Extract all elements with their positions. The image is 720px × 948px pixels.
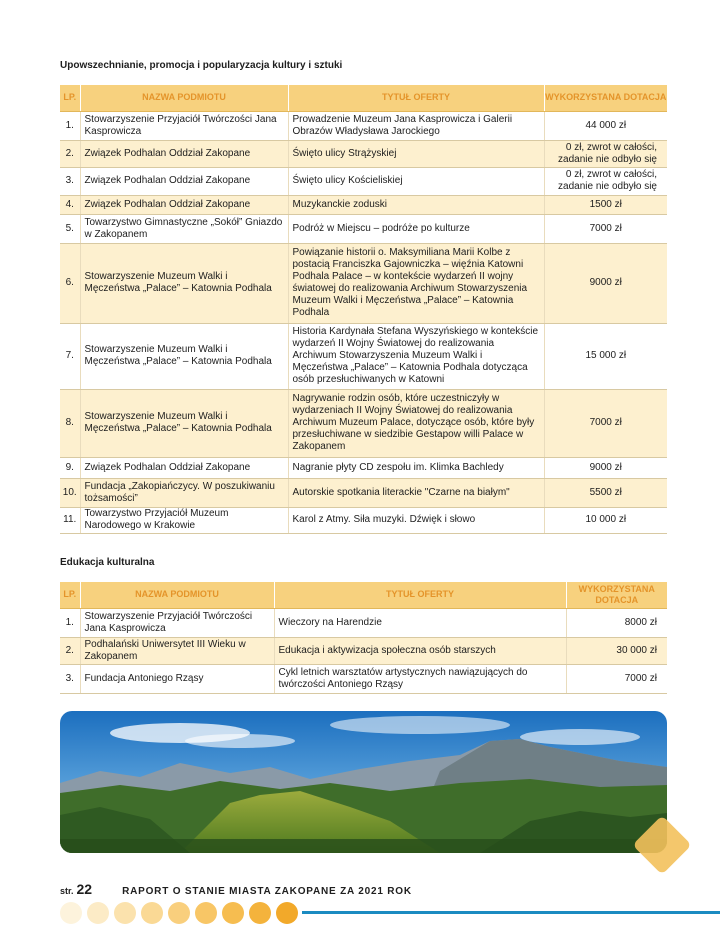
row-offer: Nagrywanie rodzin osób, które uczestniczyły w wydarzeniach II Wojny Światowej do realizowania Archiwum Muzeum Palace, dotyczące osób, które były przesłuchiwane w siedzibie Gestapow willi Palace w Zakopanem	[288, 389, 544, 457]
row-name: Związek Podhalan Oddział Zakopane	[80, 195, 288, 214]
row-offer: Karol z Atmy. Siła muzyki. Dźwięk i słowo	[288, 507, 544, 533]
row-offer: Autorskie spotkania literackie "Czarne na białym"	[288, 478, 544, 507]
row-name: Fundacja „Zakopiańczycy. W poszukiwaniu tożsamości”	[80, 478, 288, 507]
table-row	[60, 214, 667, 243]
row-amount: 15 000 zł	[544, 323, 667, 389]
row-amount: 8000 zł	[566, 608, 667, 637]
page-footer	[60, 881, 412, 897]
row-offer: Powiązanie historii o. Maksymiliana Marii Kolbe z postacią Franciszka Gajowniczka – więźnia Katowni Podhala Palace – w kontekście wydarzeń II wojny światowej do realizowania Archiwum Stowarzyszenia Muzeum Walki i Męczeństwa „Palace” – Katownia Podhala	[288, 243, 544, 323]
row-name: Towarzystwo Gimnastyczne „Sokół” Gniazdo w Zakopanem	[80, 214, 288, 243]
header-name: NAZWA PODMIOTU	[80, 582, 274, 608]
header-lp: LP.	[60, 582, 80, 608]
table-row	[60, 507, 667, 533]
decorative-dot	[60, 902, 82, 924]
row-lp: 2.	[60, 637, 80, 664]
decorative-dots	[60, 902, 298, 924]
culture-grants-table	[60, 85, 667, 534]
header-offer: TYTUŁ OFERTY	[288, 85, 544, 111]
decorative-dot	[168, 902, 190, 924]
table-row	[60, 195, 667, 214]
row-lp: 4.	[60, 195, 80, 214]
row-name: Stowarzyszenie Przyjaciół Twórczości Jana Kasprowicza	[80, 608, 274, 637]
footer-rule	[302, 911, 720, 914]
table-row	[60, 140, 667, 167]
header-amount: WYKORZYSTANA DOTACJA	[566, 582, 667, 608]
row-amount: 7000 zł	[544, 389, 667, 457]
row-amount: 7000 zł	[544, 214, 667, 243]
row-lp: 10.	[60, 478, 80, 507]
header-lp: LP.	[60, 85, 80, 111]
row-amount: 9000 zł	[544, 243, 667, 323]
row-offer: Podróż w Miejscu – podróże po kulturze	[288, 214, 544, 243]
row-name: Stowarzyszenie Muzeum Walki i Męczeństwa „Palace” – Katownia Podhala	[80, 243, 288, 323]
row-amount: 0 zł, zwrot w całości, zadanie nie odbyło się	[544, 140, 667, 167]
row-offer: Prowadzenie Muzeum Jana Kasprowicza i Galerii Obrazów Władysława Jarockiego	[288, 111, 544, 140]
row-lp: 5.	[60, 214, 80, 243]
row-lp: 3.	[60, 167, 80, 195]
row-lp: 2.	[60, 140, 80, 167]
table-row	[60, 167, 667, 195]
row-offer: Wieczory na Harendzie	[274, 608, 566, 637]
row-name: Fundacja Antoniego Rząsy	[80, 664, 274, 693]
table-row	[60, 243, 667, 323]
row-lp: 8.	[60, 389, 80, 457]
row-name: Towarzystwo Przyjaciół Muzeum Narodowego w Krakowie	[80, 507, 288, 533]
decorative-dot	[114, 902, 136, 924]
header-offer: TYTUŁ OFERTY	[274, 582, 566, 608]
row-lp: 9.	[60, 457, 80, 478]
section-title-culture: Upowszechnianie, promocja i popularyzacja kultury i sztuki	[60, 60, 343, 71]
decorative-dot	[87, 902, 109, 924]
row-name: Związek Podhalan Oddział Zakopane	[80, 457, 288, 478]
header-name: NAZWA PODMIOTU	[80, 85, 288, 111]
row-amount: 0 zł, zwrot w całości, zadanie nie odbyło się	[544, 167, 667, 195]
decorative-dot	[141, 902, 163, 924]
row-amount: 1500 zł	[544, 195, 667, 214]
row-amount: 9000 zł	[544, 457, 667, 478]
row-offer: Edukacja i aktywizacja społeczna osób starszych	[274, 637, 566, 664]
mountain-landscape-illustration	[60, 711, 667, 853]
row-amount: 5500 zł	[544, 478, 667, 507]
row-name: Związek Podhalan Oddział Zakopane	[80, 167, 288, 195]
table-row	[60, 478, 667, 507]
header-amount: WYKORZYSTANA DOTACJA	[544, 85, 667, 111]
decorative-dot	[249, 902, 271, 924]
row-lp: 1.	[60, 608, 80, 637]
row-lp: 11.	[60, 507, 80, 533]
report-title: RAPORT O STANIE MIASTA ZAKOPANE ZA 2021 ROK	[122, 886, 412, 897]
decorative-dot	[276, 902, 298, 924]
row-offer: Święto ulicy Strążyskiej	[288, 140, 544, 167]
row-offer: Nagranie płyty CD zespołu im. Klimka Bachledy	[288, 457, 544, 478]
row-offer: Święto ulicy Kościeliskiej	[288, 167, 544, 195]
table-row	[60, 389, 667, 457]
row-amount: 30 000 zł	[566, 637, 667, 664]
row-name: Stowarzyszenie Muzeum Walki i Męczeństwa „Palace” – Katownia Podhala	[80, 323, 288, 389]
table-row	[60, 457, 667, 478]
row-offer: Cykl letnich warsztatów artystycznych nawiązujących do twórczości Antoniego Rząsy	[274, 664, 566, 693]
row-name: Związek Podhalan Oddział Zakopane	[80, 140, 288, 167]
row-amount: 10 000 zł	[544, 507, 667, 533]
page-label: str.	[60, 886, 74, 896]
table-row	[60, 664, 667, 693]
row-name: Stowarzyszenie Przyjaciół Twórczości Jana Kasprowicza	[80, 111, 288, 140]
decorative-dot	[222, 902, 244, 924]
row-amount: 44 000 zł	[544, 111, 667, 140]
table-row	[60, 111, 667, 140]
row-lp: 7.	[60, 323, 80, 389]
row-lp: 3.	[60, 664, 80, 693]
table-row	[60, 323, 667, 389]
mountain-landscape-photo	[60, 711, 667, 853]
row-lp: 1.	[60, 111, 80, 140]
table-row	[60, 608, 667, 637]
row-name: Podhalański Uniwersytet III Wieku w Zakopanem	[80, 637, 274, 664]
row-offer: Historia Kardynała Stefana Wyszyńskiego w kontekście wydarzeń II Wojny Światowej do realizowania Archiwum Stowarzyszenia Muzeum Walki i Męczeństwa „Palace” – Katownia Podhala dotycząca osób przesłuchiwanych w Katowni	[288, 323, 544, 389]
page-number: 22	[76, 881, 93, 897]
table-row	[60, 637, 667, 664]
education-grants-table	[60, 582, 667, 694]
decorative-dot	[195, 902, 217, 924]
row-name: Stowarzyszenie Muzeum Walki i Męczeństwa „Palace” – Katownia Podhala	[80, 389, 288, 457]
row-amount: 7000 zł	[566, 664, 667, 693]
row-offer: Muzykanckie zoduski	[288, 195, 544, 214]
section-title-education: Edukacja kulturalna	[60, 557, 155, 568]
row-lp: 6.	[60, 243, 80, 323]
